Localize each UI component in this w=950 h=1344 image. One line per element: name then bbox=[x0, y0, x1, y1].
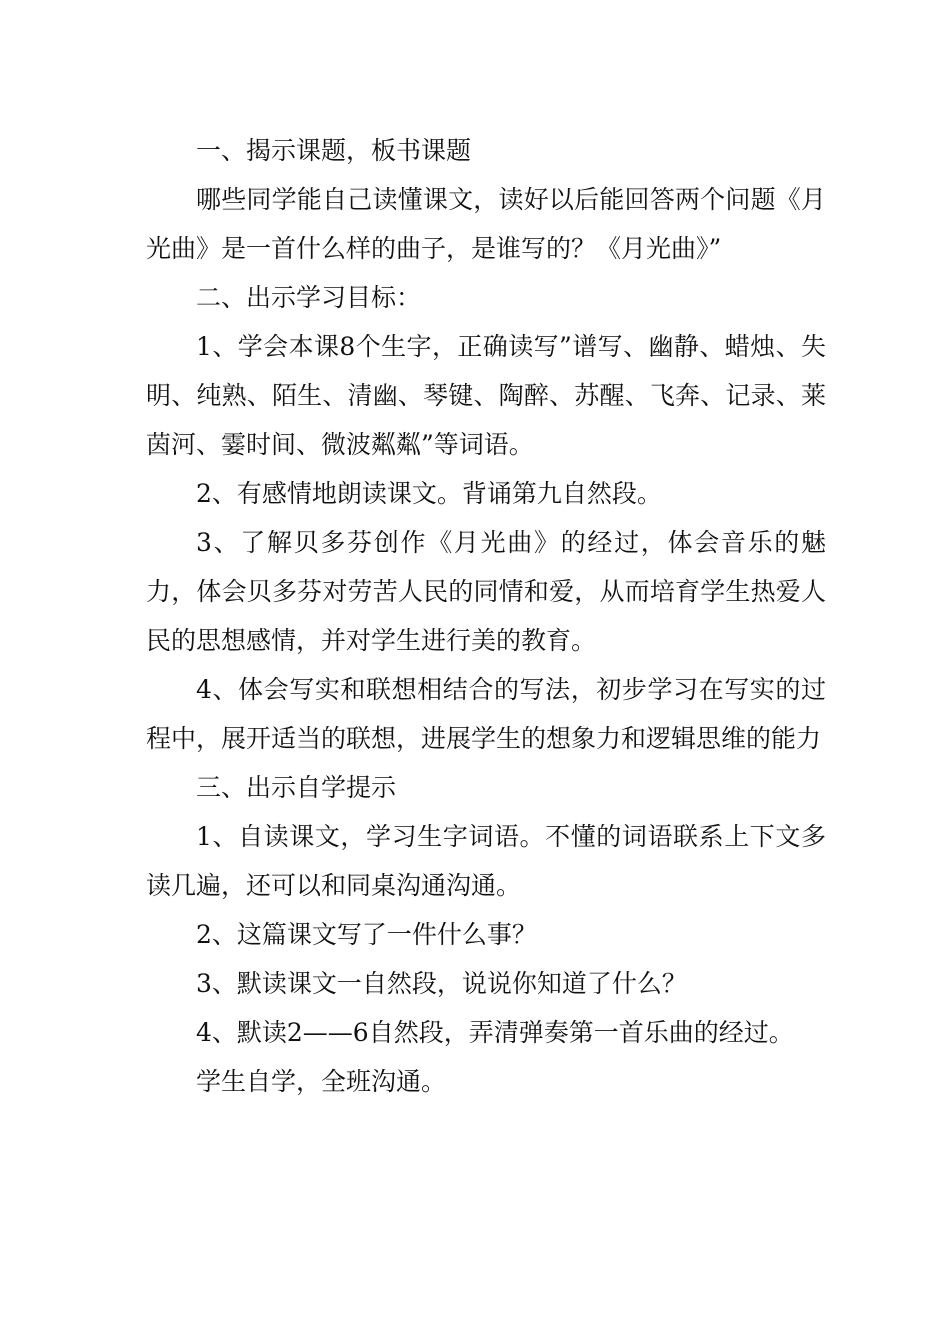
section-heading-1: 一、揭示课题，板书课题 bbox=[196, 136, 472, 165]
goal-item-2: 2、有感情地朗读课文。背诵第九自然段。 bbox=[196, 479, 662, 508]
paragraph-intro-questions: 哪些同学能自己读懂课文，读好以后能回答两个问题《月光曲》是一首什么样的曲子，是谁写的？《月光曲》” bbox=[146, 185, 826, 263]
goal-item-3: 3、了解贝多芬创作《月光曲》的经过，体会音乐的魅力，体会贝多芬对劳苦人民的同情和爱，从而培育学生热爱人民的思想感情，并对学生进行美的教育。 bbox=[146, 528, 826, 655]
section-heading-2: 二、出示学习目标： bbox=[196, 283, 422, 312]
section-heading-3: 三、出示自学提示 bbox=[196, 773, 397, 802]
tip-item-2: 2、这篇课文写了一件什么事？ bbox=[196, 920, 537, 949]
tip-item-4: 4、默读2——6自然段，弄清弹奏第一首乐曲的经过。 bbox=[196, 1018, 794, 1047]
document-body bbox=[146, 126, 826, 1106]
tip-item-1: 1、自读课文，学习生字词语。不懂的词语联系上下文多读几遍，还可以和同桌沟通沟通。 bbox=[146, 822, 826, 900]
goal-item-1: 1、学会本课8个生字，正确读写”谱写、幽静、蜡烛、失明、纯熟、陌生、清幽、琴键、陶醉、苏醒、飞奔、记录、莱茵河、霎时间、微波粼粼”等词语。 bbox=[146, 332, 826, 459]
closing-paragraph: 学生自学，全班沟通。 bbox=[196, 1067, 447, 1096]
tip-item-3: 3、默读课文一自然段，说说你知道了什么？ bbox=[196, 969, 687, 998]
goal-item-4: 4、体会写实和联想相结合的写法，初步学习在写实的过程中，展开适当的联想，进展学生的想象力和逻辑思维的能力 bbox=[146, 675, 826, 753]
